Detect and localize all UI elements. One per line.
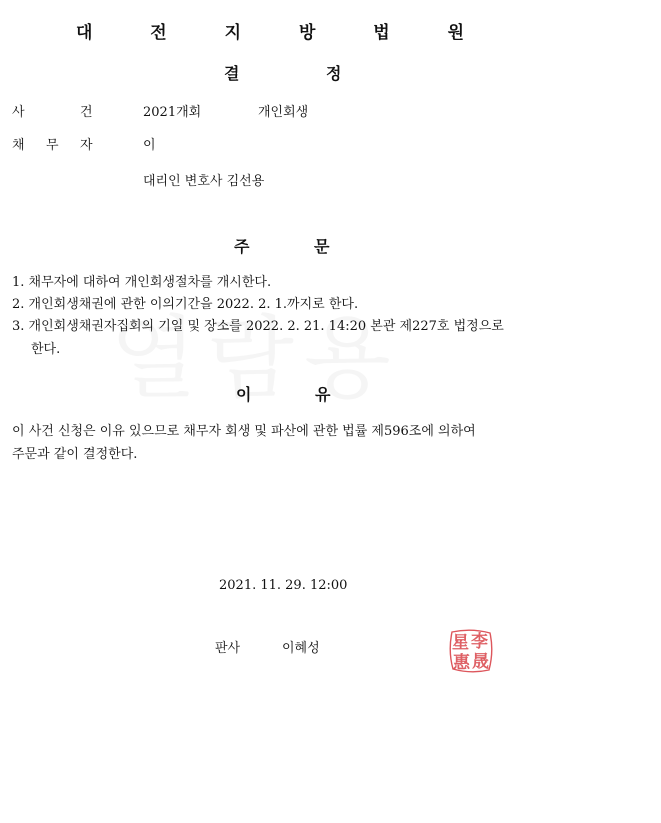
debtor-name: 이	[143, 138, 156, 153]
order-heading-left: 주	[234, 237, 250, 256]
debtor-label-char-2: 무	[46, 138, 59, 153]
svg-text:星: 星	[452, 633, 469, 653]
doc-type-left: 결	[224, 64, 240, 83]
court-title: 대 전 지 방 법 원	[75, 23, 491, 43]
case-number: 2021개회	[143, 105, 202, 120]
order-item-1: 1. 채무자에 대하여 개인회생절차를 개시한다.	[12, 275, 272, 290]
order-item-2: 2. 개인회생채권에 관한 이의기간을 2022. 2. 1.까지로 한다.	[12, 297, 359, 312]
reason-heading-right: 유	[315, 385, 331, 404]
order-item-3-continued: 한다.	[31, 342, 61, 357]
doc-type-right: 정	[326, 64, 342, 83]
debtor-label-char-1: 채	[12, 138, 25, 153]
case-name: 개인회생	[258, 105, 309, 120]
svg-text:李: 李	[471, 632, 488, 652]
debtor-agent: 대리인 변호사 김선용	[143, 174, 265, 189]
reason-heading-left: 이	[236, 385, 252, 404]
judge-title: 판사	[215, 641, 241, 656]
decision-date: 2021. 11. 29. 12:00	[219, 578, 348, 593]
judge-name: 이혜성	[282, 641, 320, 656]
reason-line-2: 주문과 같이 결정한다.	[12, 447, 138, 462]
order-item-3: 3. 개인회생채권자집회의 기일 및 장소를 2022. 2. 21. 14:20 본관 제227호 법정으로	[12, 319, 504, 334]
reason-line-1: 이 사건 신청은 이유 있으므로 채무자 회생 및 파산에 관한 법률 제596조에 의하여	[12, 424, 476, 439]
order-heading-right: 문	[314, 237, 330, 256]
debtor-label-char-3: 자	[80, 138, 93, 153]
svg-text:晟: 晟	[472, 652, 489, 672]
case-label-char-2: 건	[80, 105, 93, 120]
svg-text:惠: 惠	[453, 653, 470, 673]
judge-seal-stamp	[446, 626, 496, 676]
case-label-char-1: 사	[12, 105, 25, 120]
